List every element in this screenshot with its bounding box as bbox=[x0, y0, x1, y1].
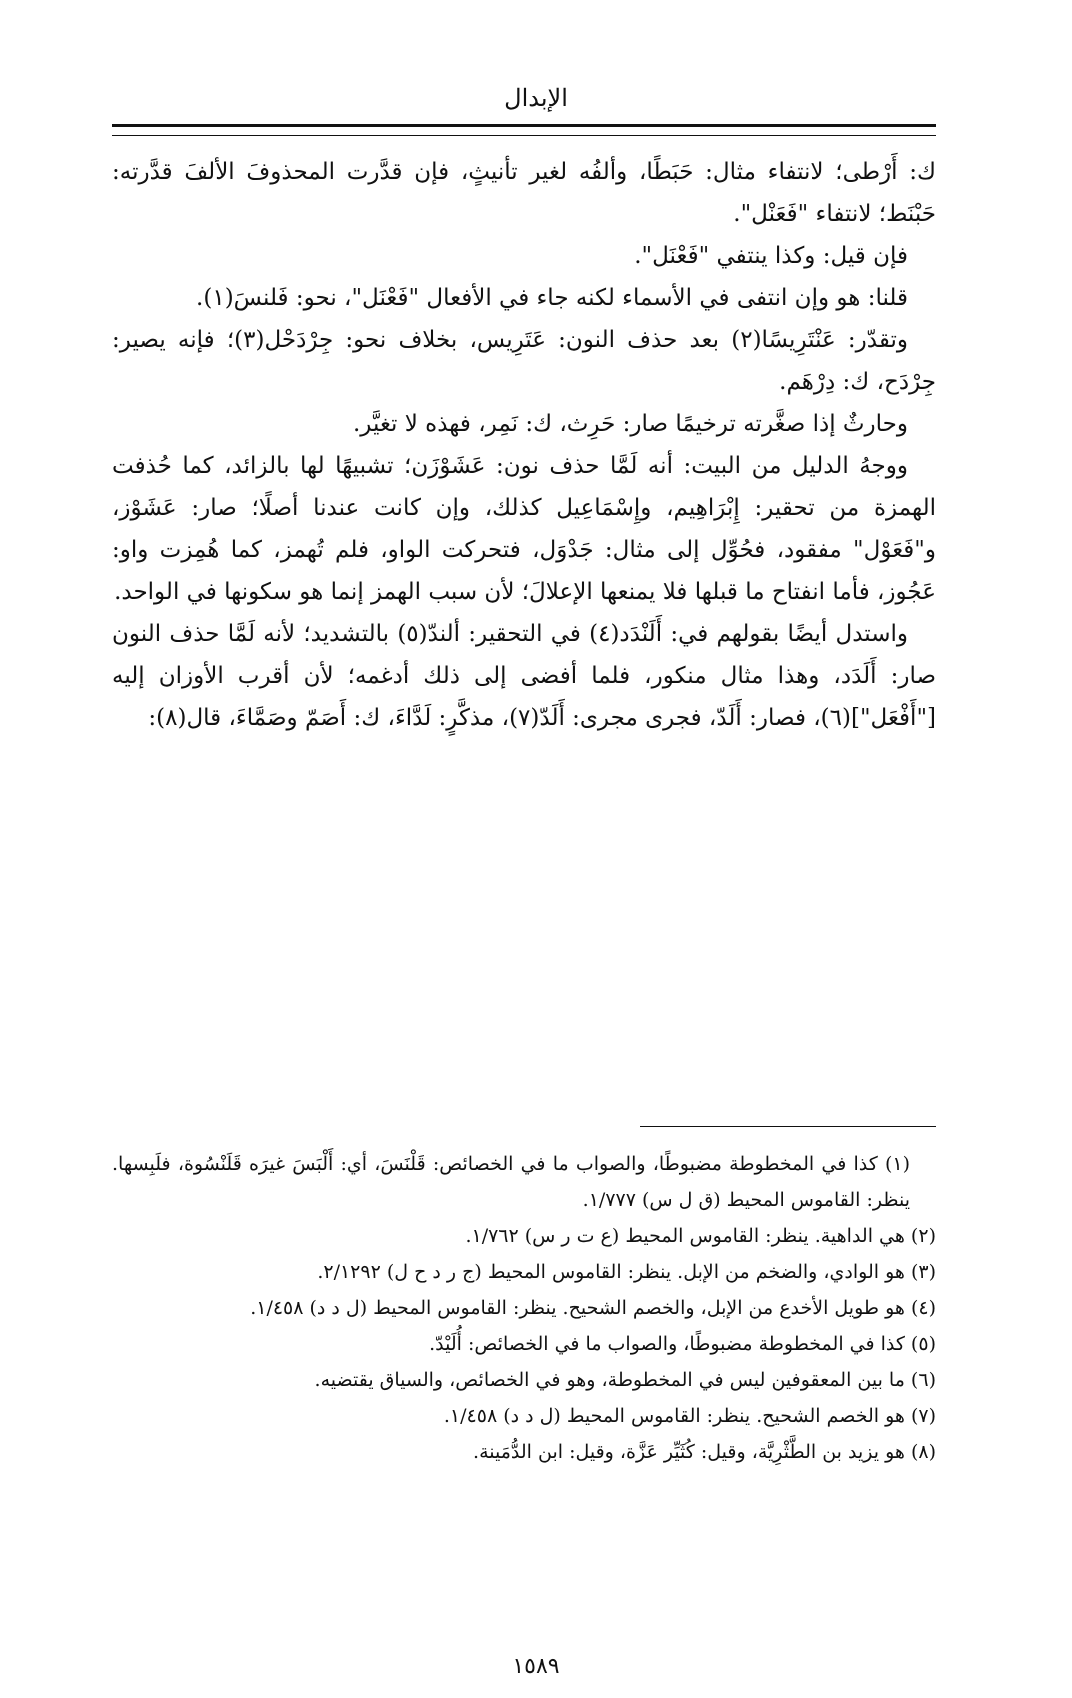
paragraph: ووجهُ الدليل من البيت: أنه لَمَّا حذف نون: عَشَوْزَن؛ تشبيهًا لها بالزائد، كما حُذفت الهمزة من تحقير: إِبْرَاهِيم، وإِسْمَاعِيل كذلك، وإن كانت عندنا أصلًا؛ صار: عَشَوْز، و"فَعَوْل" مفقود، فحُوِّل إلى مثال: جَدْوَل، فتحركت الواو، فلم تُهمز، كما هُمِزت واو: عَجُوز، فأما انفتاح ما قبلها فلا يمنعها الإعلالَ؛ لأن سبب الهمز إنما هو سكونها في الواحد. bbox=[112, 453, 936, 605]
header-rule-thick bbox=[112, 124, 936, 127]
running-title: الإبدال bbox=[504, 84, 568, 112]
page-number: ١٥٨٩ bbox=[512, 1654, 560, 1679]
footnote: (٢) هي الداهية. ينظر: القاموس المحيط (ع ت ر س) ١/٧٦٢. bbox=[465, 1225, 936, 1247]
footnote: (٨) هو يزيد بن الطَّثْرِيَّة، وقيل: كُثَيِّر عَزَّة، وقيل: ابن الدُّمَينة. bbox=[473, 1441, 936, 1463]
paragraph: واستدل أيضًا بقولهم في: أَلَنْدَد(٤) في التحقير: ألندّ(٥) بالتشديد؛ لأنه لَمَّا حذف النون صار: أَلَدَد، وهذا مثال منكور، فلما أفضى إلى ذلك أدغمه؛ لأن أقرب الأوزان إليه ["أَفْعَل"](٦)، فصار: أَلَدّ، فجرى مجرى: أَلَدّ(٧)، مذكَّرٍ: لَدَّاءَ، ك: أَصَمّ وصَمَّاءَ، قال(٨): bbox=[112, 621, 936, 731]
paragraph: وحارثٌ إذا صغَّرته ترخيمًا صار: حَرِث، ك: نَمِر، فهذه لا تغيَّر. bbox=[353, 411, 908, 437]
main-text bbox=[112, 151, 936, 739]
paragraph: ك: أَرْطى؛ لانتفاء مثال: حَبَطًا، وألفُه لغير تأنيثٍ، فإن قدَّرت المحذوفَ الألفَ قدَّرته: حَبْنَط؛ لانتفاء "فَعَنْل". bbox=[112, 159, 936, 227]
header-rule-thin bbox=[112, 135, 936, 136]
footnote: (٣) هو الوادي، والضخم من الإبل. ينظر: القاموس المحيط (ج ر د ح ل) ٢/١٢٩٢. bbox=[317, 1261, 936, 1283]
footnote: (٤) هو طويل الأخدع من الإبل، والخصم الشحيح. ينظر: القاموس المحيط (ل د د) ١/٤٥٨. bbox=[250, 1297, 936, 1319]
footnote: (١) كذا في المخطوطة مضبوطًا، والصواب ما في الخصائص: قَلْنَسَ، أي: أَلْبَسَ غيرَه قَلَنْسُوة، فلَبِسها. ينظر: القاموس المحيط (ق ل س) ١/٧٧٧. bbox=[112, 1153, 910, 1211]
footnote: (٧) هو الخصم الشحيح. ينظر: القاموس المحيط (ل د د) ١/٤٥٨. bbox=[443, 1405, 936, 1427]
footnotes bbox=[112, 1146, 936, 1470]
footnote-separator bbox=[640, 1126, 936, 1127]
footnote: (٥) كذا في المخطوطة مضبوطًا، والصواب ما في الخصائص: أُلَيْدّ. bbox=[429, 1333, 936, 1355]
footnote: (٦) ما بين المعقوفين ليس في المخطوطة، وهو في الخصائص، والسياق يقتضيه. bbox=[314, 1369, 936, 1391]
paragraph: وتقدّر: عَنْتَرِيسًا(٢) بعد حذف النون: عَتَرِيس، بخلاف نحو: جِرْدَحْل(٣)؛ فإنه يصير: جِرْدَح، ك: دِرْهَم. bbox=[112, 327, 936, 395]
paragraph: فإن قيل: وكذا ينتفي "فَعْنَل". bbox=[634, 243, 908, 269]
paragraph: قلنا: هو وإن انتفى في الأسماء لكنه جاء في الأفعال "فَعْنَل"، نحو: فَلنسَ(١). bbox=[196, 285, 908, 311]
